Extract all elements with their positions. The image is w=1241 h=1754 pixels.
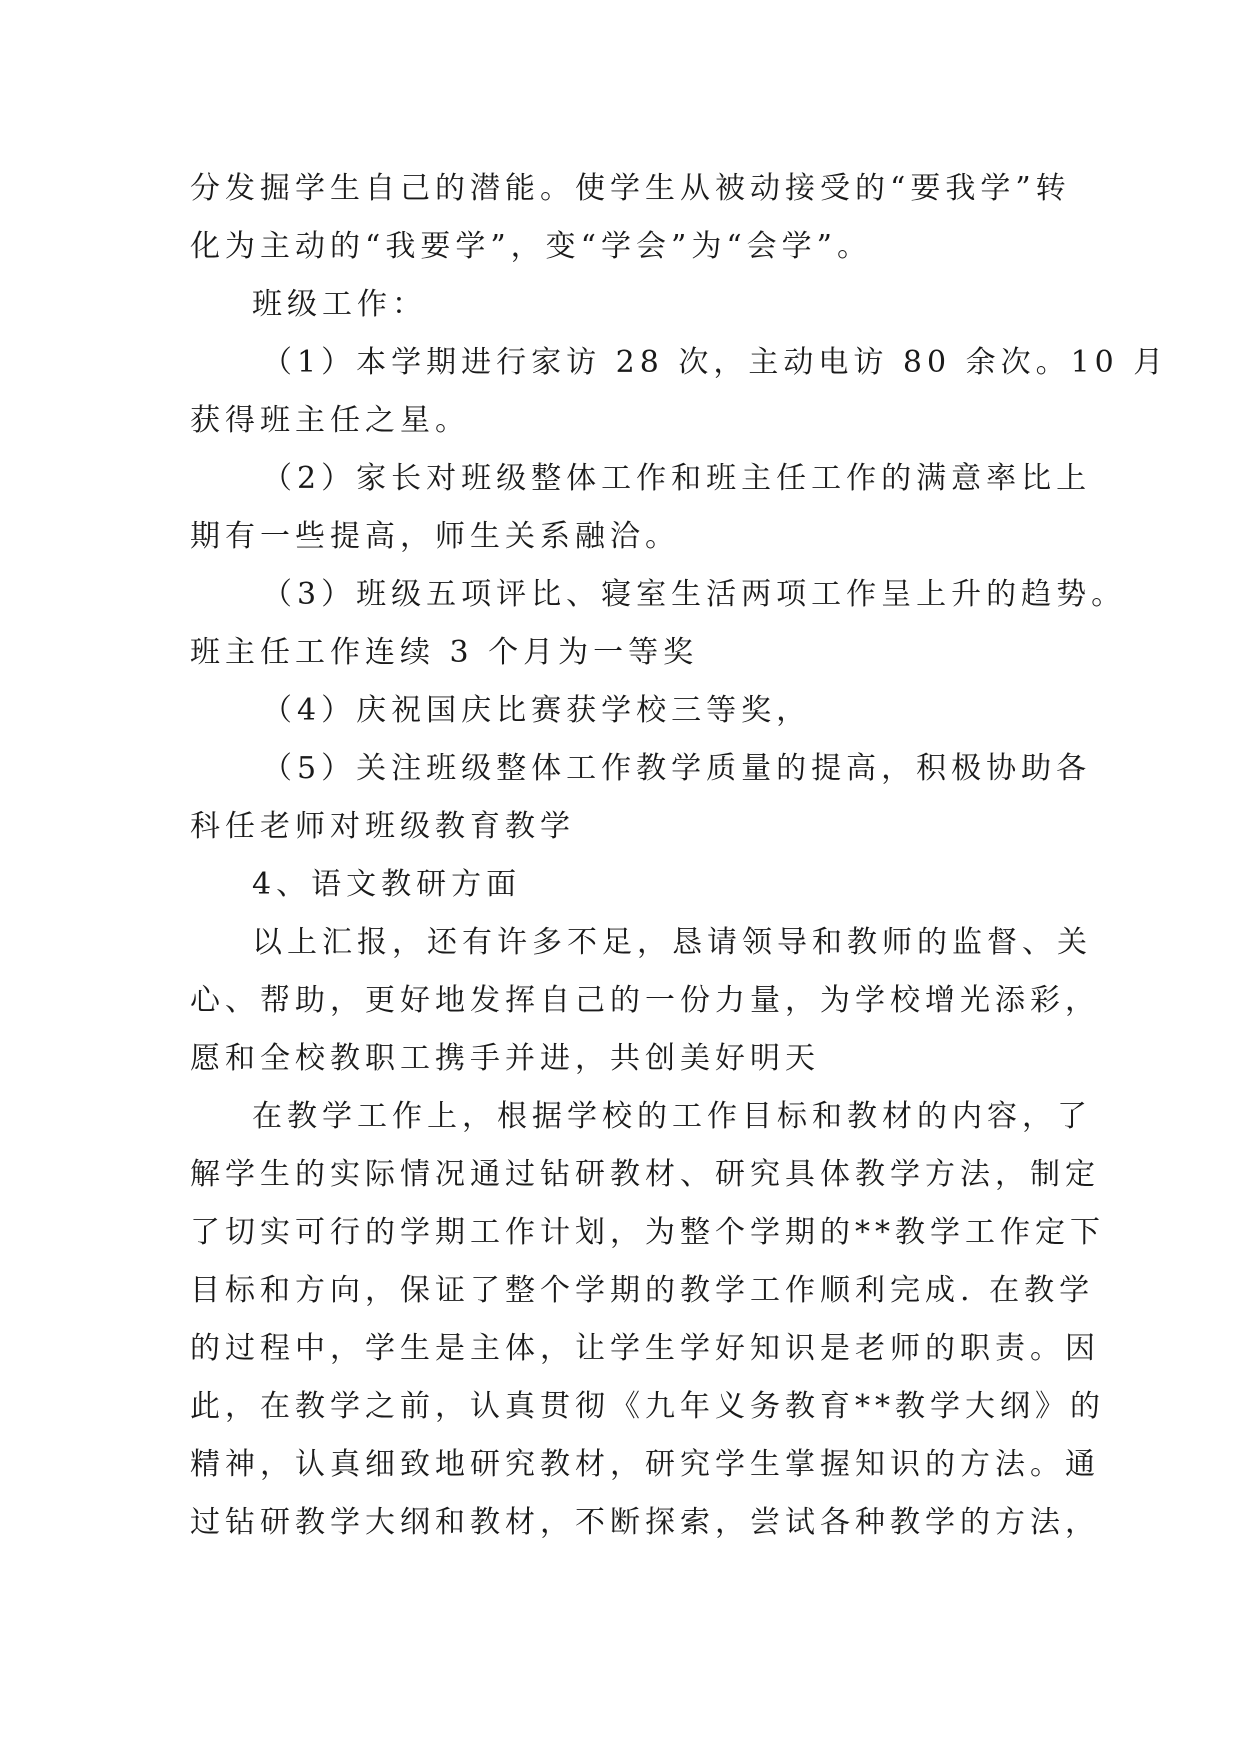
text-line: 期有一些提高，师生关系融洽。 [190,519,680,554]
text-line: 过钻研教学大纲和教材，不断探索，尝试各种教学的方法， [190,1505,1100,1540]
list-item: （3）班级五项评比、寝室生活两项工作呈上升的趋势。 [262,577,1127,612]
text-line: 精神，认真细致地研究教材，研究学生掌握知识的方法。通 [190,1447,1100,1482]
document-body [190,160,1169,1552]
text-line: 的过程中，学生是主体，让学生学好知识是老师的职责。因 [190,1331,1100,1366]
list-item: （5）关注班级整体工作教学质量的提高，积极协助各 [262,751,1092,786]
list-item: （1）本学期进行家访 28 次，主动电访 80 余次。10 月 [262,345,1169,380]
text-line: 获得班主任之星。 [190,403,470,438]
text-line: 班主任工作连续 3 个月为一等奖 [190,635,699,670]
text-line: 分发掘学生自己的潜能。使学生从被动接受的“要我学”转 [190,171,1071,206]
text-line: 了切实可行的学期工作计划，为整个学期的**教学工作定下 [190,1215,1105,1250]
text-line: 科任老师对班级教育教学 [190,809,575,844]
paragraph-start: 在教学工作上，根据学校的工作目标和教材的内容，了 [252,1099,1092,1134]
text-line: 解学生的实际情况通过钻研教材、研究具体教学方法，制定 [190,1157,1100,1192]
text-line: 化为主动的“我要学”，变“学会”为“会学”。 [190,229,873,264]
text-line: 此，在教学之前，认真贯彻《九年义务教育**教学大纲》的 [190,1389,1105,1424]
section-heading: 4、语文教研方面 [252,867,522,902]
list-item: （4）庆祝国庆比赛获学校三等奖， [262,693,812,728]
list-item: （2）家长对班级整体工作和班主任工作的满意率比上 [262,461,1092,496]
text-line: 愿和全校教职工携手并进，共创美好明天 [190,1041,820,1076]
text-line: 心、帮助，更好地发挥自己的一份力量，为学校增光添彩， [190,983,1100,1018]
text-line: 目标和方向，保证了整个学期的教学工作顺利完成. 在教学 [190,1273,1095,1308]
paragraph-start: 以上汇报，还有许多不足，恳请领导和教师的监督、关 [252,925,1092,960]
section-heading: 班级工作： [252,287,427,322]
